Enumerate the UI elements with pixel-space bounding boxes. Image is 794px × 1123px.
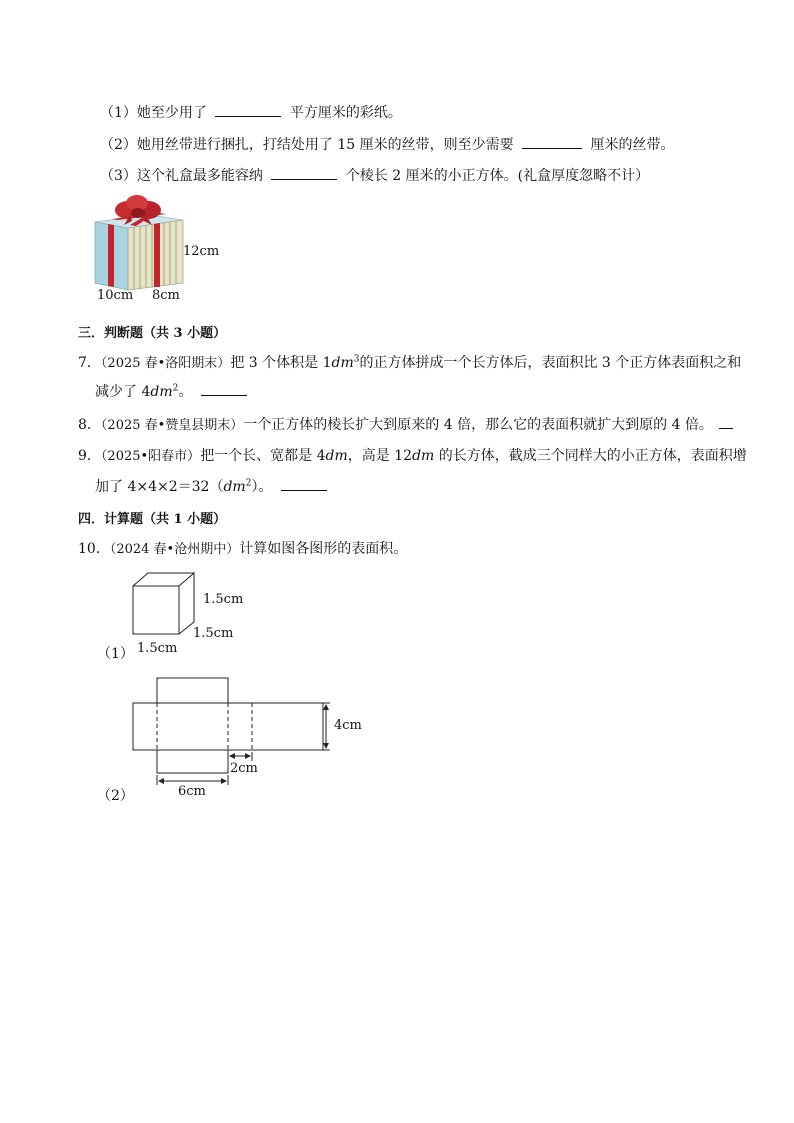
q9-text: 把一个长、宽都是 4 (200, 448, 326, 464)
answer-blank[interactable] (522, 147, 582, 149)
unit-dm: dm (412, 448, 435, 464)
cube-width-label: 1.5cm (137, 641, 178, 656)
cube-depth-label: 1.5cm (193, 626, 234, 641)
q9-line1 (78, 445, 747, 465)
q7-line1 (78, 352, 741, 372)
q9-line2 (95, 476, 331, 496)
question-source: （2025•阳春市） (100, 449, 201, 464)
answer-blank[interactable] (271, 178, 337, 180)
q6-sub3-prefix: （3）这个礼盒最多能容纳 (100, 168, 263, 184)
q9-text: 加了 4×4×2＝32（ (95, 479, 224, 495)
superscript: 2 (172, 383, 179, 394)
q6-sub2 (100, 134, 675, 154)
q9-text: ，高是 12 (347, 448, 413, 464)
q9-text: 的长方体，截成三个同样大的小正方体，表面积增 (434, 448, 747, 464)
q6-sub2-prefix: （2）她用丝带进行捆扎，打结处用了 15 厘米的丝带，则至少需要 (100, 137, 514, 153)
answer-blank[interactable] (215, 115, 281, 117)
q6-sub1-prefix: （1）她至少用了 (100, 105, 207, 121)
q6-sub1 (100, 102, 402, 122)
question-number: 7． (78, 355, 101, 371)
question-source: （2025 春•赞皇县期末） (100, 418, 244, 433)
q7-text: 减少了 4 (95, 384, 151, 400)
unit-dm: dm (150, 384, 173, 400)
net-width-label: 6cm (178, 784, 206, 799)
q6-sub3-suffix: 个棱长 2 厘米的小正方体。(礼盒厚度忽略不计） (345, 168, 650, 184)
unit-dm: dm (325, 448, 348, 464)
gift-width-label: 8cm (152, 288, 180, 303)
q6-sub2-suffix: 厘米的丝带。 (590, 137, 675, 153)
q7-text: 把 3 个体积是 1 (230, 355, 332, 371)
q6-sub1-suffix: 平方厘米的彩纸。 (289, 105, 402, 121)
q10-text: 计算如图各图形的表面积。 (239, 541, 408, 557)
section-3-title: 三．判断题（共 3 小题） (78, 326, 227, 341)
figure-1-label: （1） (97, 646, 134, 662)
q7-line2 (95, 381, 251, 401)
net-gap-label: 2cm (230, 761, 258, 776)
q7-text: 。 (178, 384, 193, 400)
figure-2-label: （2） (97, 788, 134, 804)
gift-length-label: 10cm (97, 288, 134, 303)
answer-blank[interactable] (201, 394, 247, 396)
question-number: 10． (78, 541, 110, 557)
q6-sub3 (100, 165, 649, 185)
answer-blank[interactable] (719, 427, 733, 429)
q7-text: 的正方体拼成一个长方体后，表面积比 3 个正方体表面积之和 (359, 355, 742, 371)
net-height-label: 4cm (334, 718, 362, 733)
gift-height-label: 12cm (183, 244, 220, 259)
question-source: （2025 春•洛阳期末） (100, 356, 231, 371)
q8-line (78, 414, 737, 434)
q8-text: 一个正方体的棱长扩大到原来的 4 倍，那么它的表面积就扩大到原的 4 倍。 (243, 417, 713, 433)
unit-dm: dm (331, 355, 354, 371)
superscript: 3 (353, 354, 360, 365)
question-source: （2024 春•沧州期中） (109, 542, 240, 557)
unit-dm: dm (223, 479, 246, 495)
net-figure (130, 675, 340, 795)
section-4-title: 四．计算题（共 1 小题） (78, 512, 227, 527)
superscript: 2 (245, 478, 252, 489)
cube-height-label: 1.5cm (203, 592, 244, 607)
answer-blank[interactable] (281, 489, 327, 491)
q9-text: ）。 (251, 479, 273, 495)
question-number: 8． (78, 417, 101, 433)
question-number: 9． (78, 448, 101, 464)
q10-line (78, 538, 407, 558)
